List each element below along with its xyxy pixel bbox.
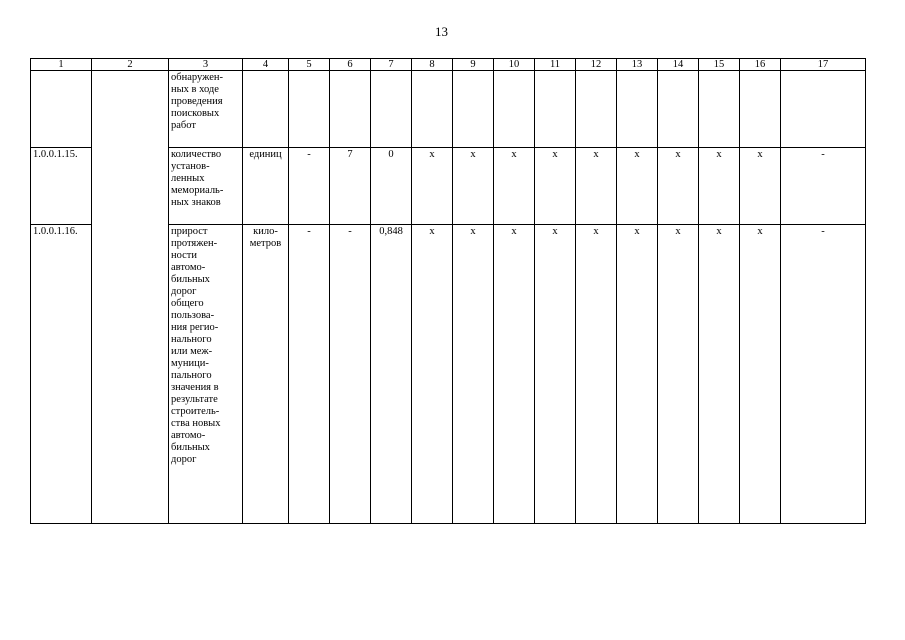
column-header: 16 — [740, 59, 781, 71]
column-header: 7 — [371, 59, 412, 71]
value-cell — [371, 71, 412, 148]
value-cell — [412, 71, 453, 148]
page-number: 13 — [435, 24, 448, 39]
column-header: 1 — [31, 59, 92, 71]
value-cell — [617, 71, 658, 148]
value-cell: - — [289, 148, 330, 225]
value-cell: x — [535, 148, 576, 225]
value-cell: x — [658, 148, 699, 225]
value-cell: x — [617, 225, 658, 524]
column-header: 12 — [576, 59, 617, 71]
column-header: 4 — [243, 59, 289, 71]
column-header: 8 — [412, 59, 453, 71]
value-cell: x — [576, 148, 617, 225]
indicator-name: обнаружен- ных в ходе проведения поисковых работ — [169, 71, 243, 148]
column-header: 13 — [617, 59, 658, 71]
value-cell: x — [699, 225, 740, 524]
indicator-name: количество установ- ленных мемориаль- ных знаков — [169, 148, 243, 225]
column-header: 3 — [169, 59, 243, 71]
indicator-code: 1.0.0.1.16. — [31, 225, 92, 524]
indicator-code — [31, 71, 92, 148]
merged-cell-column-2 — [92, 71, 169, 524]
column-header: 6 — [330, 59, 371, 71]
indicator-name: прирост протяжен- ности автомо- бильных дорог общего пользова- ния регио- нального или меж- муници- пального значения в результате строитель- ства новых автомо- бильных дорог — [169, 225, 243, 524]
value-cell: x — [412, 148, 453, 225]
unit-cell: кило- метров — [243, 225, 289, 524]
value-cell: x — [658, 225, 699, 524]
table-row — [31, 71, 866, 148]
value-cell: x — [453, 225, 494, 524]
value-cell: x — [576, 225, 617, 524]
column-header: 5 — [289, 59, 330, 71]
unit-cell — [243, 71, 289, 148]
value-cell: 0,848 — [371, 225, 412, 524]
value-cell: 7 — [330, 148, 371, 225]
indicator-code: 1.0.0.1.15. — [31, 148, 92, 225]
column-header: 15 — [699, 59, 740, 71]
value-cell — [781, 71, 866, 148]
value-cell: 0 — [371, 148, 412, 225]
data-table — [30, 58, 866, 524]
value-cell — [576, 71, 617, 148]
column-header: 2 — [92, 59, 169, 71]
column-header: 17 — [781, 59, 866, 71]
value-cell: x — [617, 148, 658, 225]
value-cell — [289, 71, 330, 148]
column-number-row — [31, 59, 866, 71]
value-cell — [699, 71, 740, 148]
value-cell: x — [494, 148, 535, 225]
value-cell: x — [740, 225, 781, 524]
unit-cell: единиц — [243, 148, 289, 225]
value-cell: x — [453, 148, 494, 225]
value-cell: x — [699, 148, 740, 225]
value-cell: x — [494, 225, 535, 524]
value-cell — [330, 71, 371, 148]
column-header: 10 — [494, 59, 535, 71]
value-cell — [494, 71, 535, 148]
value-cell: x — [740, 148, 781, 225]
value-cell — [453, 71, 494, 148]
value-cell: - — [289, 225, 330, 524]
column-header: 14 — [658, 59, 699, 71]
value-cell — [535, 71, 576, 148]
value-cell — [740, 71, 781, 148]
column-header: 9 — [453, 59, 494, 71]
value-cell: - — [330, 225, 371, 524]
value-cell: x — [535, 225, 576, 524]
value-cell: - — [781, 225, 866, 524]
column-header: 11 — [535, 59, 576, 71]
value-cell — [658, 71, 699, 148]
value-cell: x — [412, 225, 453, 524]
value-cell: - — [781, 148, 866, 225]
